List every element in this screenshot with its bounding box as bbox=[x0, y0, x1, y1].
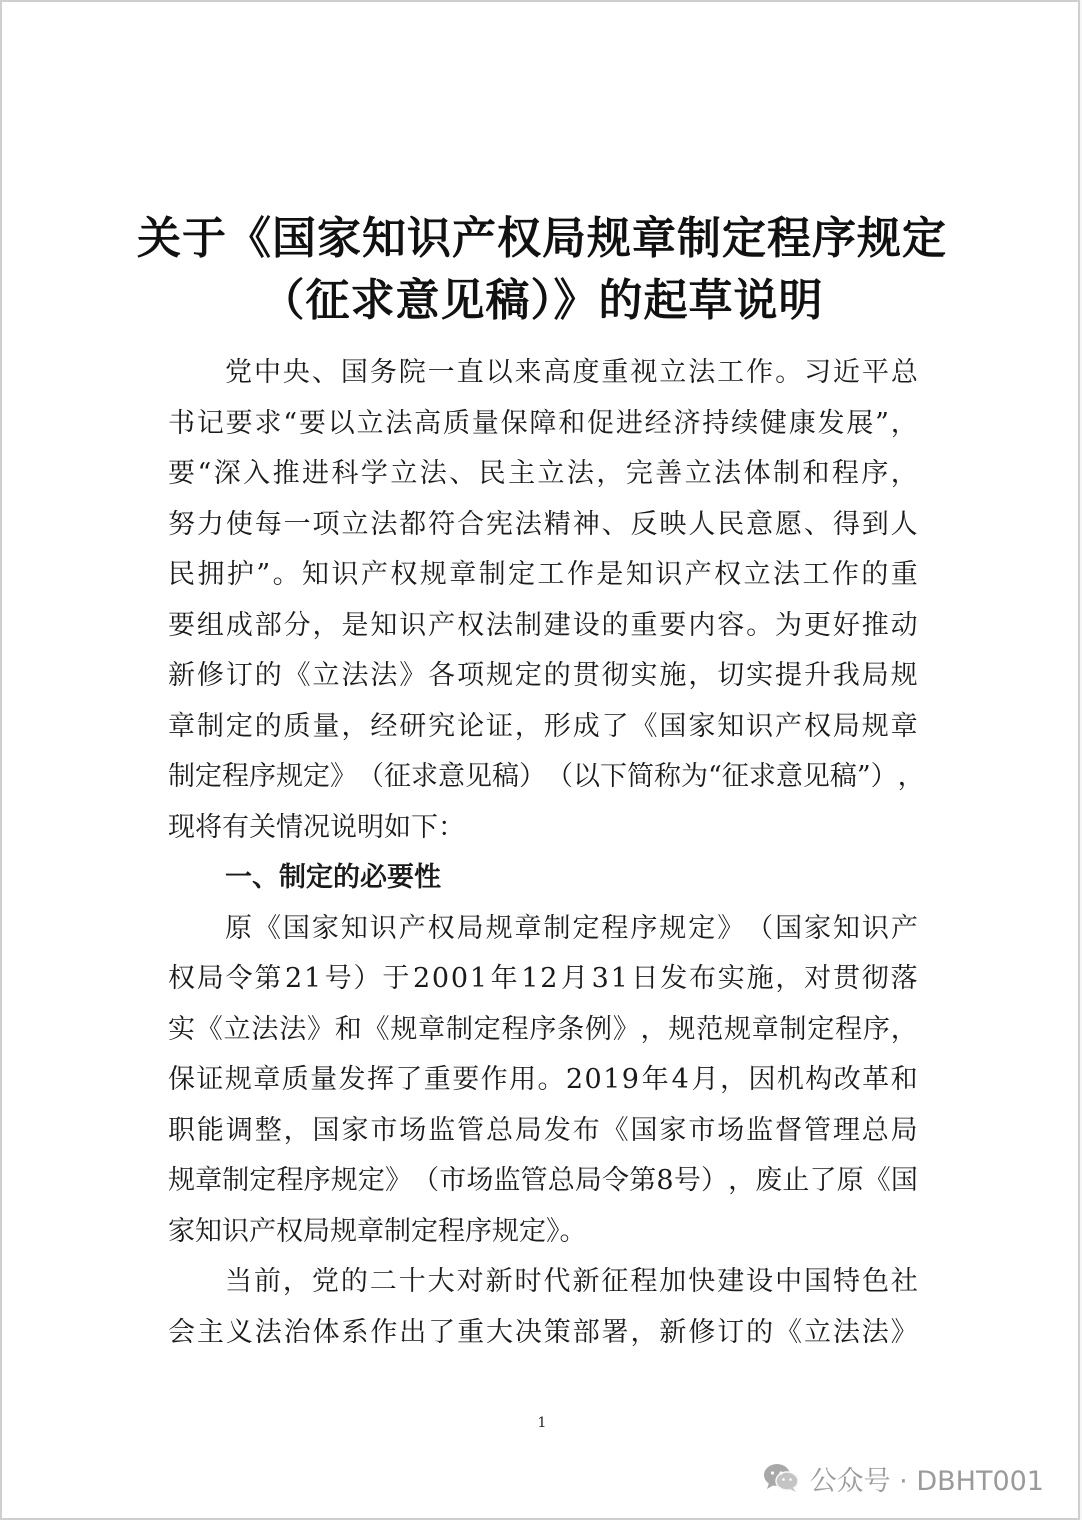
paragraph-line: 要 “ 深 入 推 进 科 学 立 法 、 民 主 立 法 ， 完 善 立 法 体 制 和 程 序 ， bbox=[168, 458, 918, 489]
paragraph-line: 努 力 使 每 一 项 立 法 都 符 合 宪 法 精 神 、 反 映 人 民 意 愿 、 得 到 人 bbox=[168, 508, 918, 540]
wechat-watermark bbox=[762, 1458, 1044, 1498]
paragraph-line: 会 主 义 法 治 体 系 作 出 了 重 大 决 策 部 署 ， 新 修 订 的 《 立 法 法 》 bbox=[168, 1316, 918, 1348]
paragraph-line: 要 组 成 部 分 ， 是 知 识 产 权 法 制 建 设 的 重 要 内 容 。 为 更 好 推 动 bbox=[168, 609, 918, 641]
wechat-icon bbox=[762, 1462, 800, 1494]
watermark-text: 公众号 · DBHT001 bbox=[809, 1465, 1044, 1497]
paragraph-line: 权 局 令 第 2 1 号 ） 于 2 0 0 1 年 1 2 月 3 1 日 发 布 实 施 ， 对 贯 彻 落 bbox=[168, 963, 918, 994]
document-title-line-2: （征求意见稿）》的起草说明 bbox=[260, 275, 824, 326]
document-title-line-1: 关于《国家知识产权局规章制定程序规定 bbox=[137, 213, 947, 264]
paragraph-line: 章 制 定 的 质 量 ， 经 研 究 论 证 ， 形 成 了 《 国 家 知 识 产 权 局 规 章 bbox=[168, 710, 918, 742]
paragraph-line: 规 章 制 定 程 序 规 定 》 （ 市 场 监 管 总 局 令 第 8 号 ） ， 废 止 了 原 《 国 bbox=[168, 1165, 918, 1196]
paragraph-line: 家知识产权局规章制定程序规定》。 bbox=[168, 1215, 587, 1247]
paragraph-line: 当 前 ， 党 的 二 十 大 对 新 时 代 新 征 程 加 快 建 设 中 国 特 色 社 bbox=[225, 1266, 918, 1297]
paragraph-line: 制 定 程 序 规 定 》 （ 征 求 意 见 稿 ） （ 以 下 简 称 为 “ 征 求 意 见 稿 ” ） ， bbox=[168, 761, 925, 792]
paragraph-line: 保 证 规 章 质 量 发 挥 了 重 要 作 用 。 2 0 1 9 年 4 月 ， 因 机 构 改 革 和 bbox=[168, 1064, 918, 1095]
paragraph-line: 实 《 立 法 法 》 和 《 规 章 制 定 程 序 条 例 》 ， 规 范 规 章 制 定 程 序 ， bbox=[168, 1013, 918, 1045]
paragraph-line: 民 拥 护 ” 。 知 识 产 权 规 章 制 定 工 作 是 知 识 产 权 立 法 工 作 的 重 bbox=[168, 559, 918, 590]
paragraph-line: 党 中 央 、 国 务 院 一 直 以 来 高 度 重 视 立 法 工 作 。 习 近 平 总 bbox=[225, 357, 918, 388]
paragraph-line: 现将有关情况说明如下： bbox=[168, 811, 465, 843]
document-body bbox=[168, 348, 925, 1358]
section-heading: 一、制定的必要性 bbox=[225, 862, 441, 893]
page-number: 1 bbox=[537, 1415, 547, 1431]
paragraph-line: 新 修 订 的 《 立 法 法 》 各 项 规 定 的 贯 彻 实 施 ， 切 实 提 升 我 局 规 bbox=[168, 660, 918, 691]
paragraph-line: 书 记 要 求 “ 要 以 立 法 高 质 量 保 障 和 促 进 经 济 持 续 健 康 发 展 ” ， bbox=[168, 407, 918, 439]
paragraph-line: 原 《 国 家 知 识 产 权 局 规 章 制 定 程 序 规 定 》 （ 国 家 知 识 产 bbox=[225, 912, 918, 944]
paragraph-line: 职 能 调 整 ， 国 家 市 场 监 管 总 局 发 布 《 国 家 市 场 监 督 管 理 总 局 bbox=[168, 1114, 918, 1146]
